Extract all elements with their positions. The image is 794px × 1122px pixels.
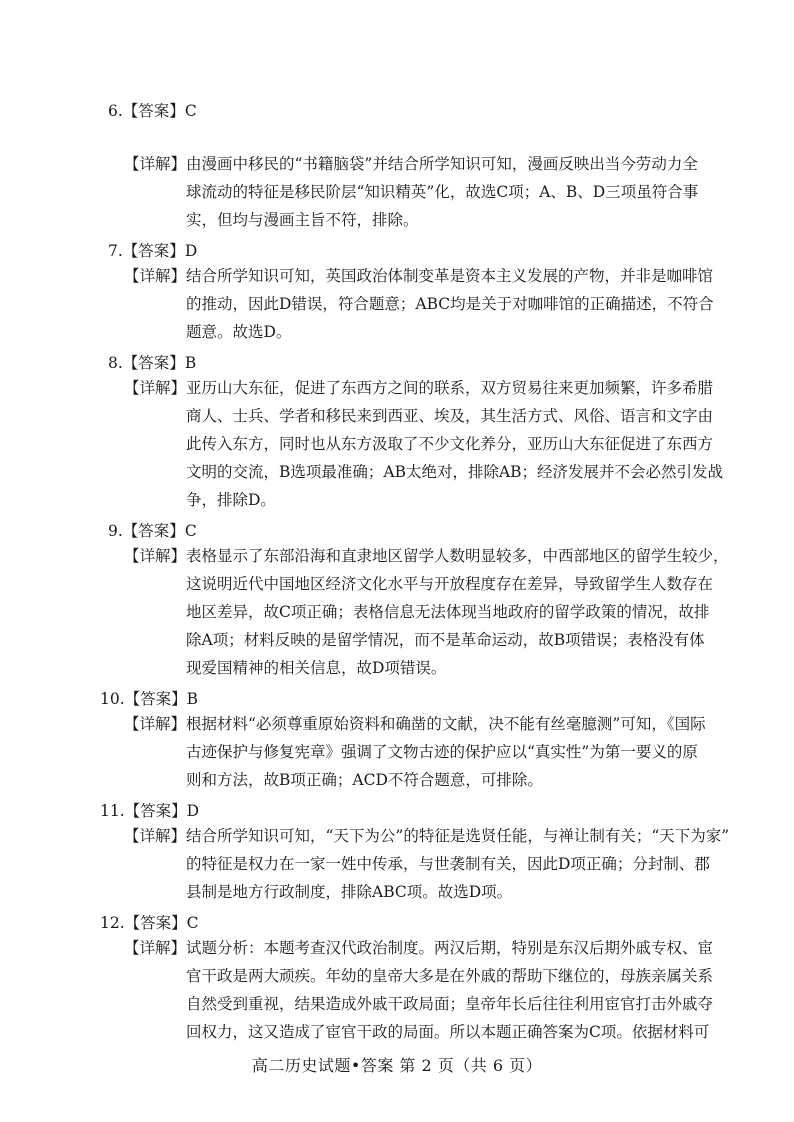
question-number: 7. <box>108 242 123 260</box>
detail-line: 由漫画中移民的“书籍脑袋”并结合所学知识可知，漫画反映出当今劳动力全 <box>186 155 698 173</box>
answer-tag: 【答案】 <box>122 354 185 372</box>
question-10-answer <box>100 685 198 713</box>
detail-line: 的推动，因此D错误，符合题意；ABC均是关于对咖啡馆的正确描述，不符合 <box>186 295 714 313</box>
detail-line: 表格显示了东部沿海和直隶地区留学人数明显较多，中西部地区的留学生较少， <box>186 547 729 565</box>
answer-tag: 【答案】 <box>124 802 187 820</box>
page-footer: 高二历史试题•答案 第 2 页（共 6 页） <box>251 1056 543 1075</box>
detail-line: 地区差异，故C项正确；表格信息无法体现当地政府的留学政策的情况，故排 <box>186 603 710 621</box>
detail-line: 争，排除D。 <box>186 491 276 509</box>
detail-line: 根据材料“必须尊重原始资料和确凿的文献，决不能有丝毫臆测”可知，《国际 <box>186 715 706 733</box>
answer-tag: 【答案】 <box>122 102 185 120</box>
question-number: 8. <box>108 354 123 372</box>
detail-line: 球流动的特征是移民阶层“知识精英”化，故选C项；A、B、D三项虽符合事 <box>186 183 699 201</box>
question-number: 11. <box>100 802 125 820</box>
detail-tag: 【详解】 <box>124 267 187 285</box>
detail-tag: 【详解】 <box>124 715 187 733</box>
question-number: 9. <box>108 522 123 540</box>
detail-line: 则和方法，故B项正确；ACD不符合题意，可排除。 <box>186 771 543 789</box>
question-11-answer <box>100 797 199 825</box>
detail-line: 县制是地方行政制度，排除ABC项。故选D项。 <box>186 883 513 901</box>
question-9-answer <box>108 517 197 545</box>
detail-line: 现爱国精神的相关信息，故D项错误。 <box>186 659 447 677</box>
answer-value: C <box>186 914 199 932</box>
answer-value: D <box>184 242 198 260</box>
detail-line: 回权力，这又造成了宦官干政的局面。所以本题正确答案为C项。依据材料可 <box>186 1023 710 1041</box>
detail-line: 商人、士兵、学者和移民来到西亚、埃及，其生活方式、风俗、语言和文字由 <box>186 407 714 425</box>
answer-tag: 【答案】 <box>124 690 187 708</box>
detail-line: 文明的交流，B选项最准确；AB太绝对，排除AB；经济发展并不会必然引发战 <box>186 463 724 481</box>
question-number: 10. <box>100 690 125 708</box>
question-8-answer <box>108 349 196 377</box>
detail-line: 结合所学知识可知，英国政治体制变革是资本主义发展的产物，并非是咖啡馆 <box>186 267 714 285</box>
question-12-answer <box>100 909 199 937</box>
detail-tag: 【详解】 <box>124 939 187 957</box>
detail-line: 亚历山大东征，促进了东西方之间的联系，双方贸易往来更加频繁，许多希腊 <box>186 379 714 397</box>
detail-line: 试题分析：本题考查汉代政治制度。两汉后期，特别是东汉后期外戚专权、宦 <box>186 939 714 957</box>
detail-line: 的特征是权力在一家一姓中传承，与世袭制有关，因此D项正确；分封制、郡 <box>186 855 710 873</box>
question-7-answer <box>108 237 197 265</box>
detail-tag: 【详解】 <box>124 547 187 565</box>
answer-tag: 【答案】 <box>124 914 187 932</box>
detail-line: 官干政是两大顽疾。年幼的皇帝大多是在外戚的帮助下继位的，母族亲属关系 <box>186 967 714 985</box>
answer-tag: 【答案】 <box>122 522 185 540</box>
detail-tag: 【详解】 <box>124 827 187 845</box>
detail-line: 此传入东方，同时也从东方汲取了不少文化养分，亚历山大东征促进了东西方 <box>186 435 714 453</box>
answer-value: D <box>186 802 200 820</box>
question-6-answer <box>108 97 197 125</box>
question-number: 12. <box>100 914 125 932</box>
detail-line: 题意。故选D。 <box>186 323 292 341</box>
answer-tag: 【答案】 <box>122 242 185 260</box>
answer-value: B <box>184 354 197 372</box>
detail-line: 这说明近代中国地区经济文化水平与开放程度存在差异，导致留学生人数存在 <box>186 575 714 593</box>
question-number: 6. <box>108 102 123 120</box>
answer-value: C <box>184 522 197 540</box>
answer-value: B <box>186 690 199 708</box>
detail-line: 实，但均与漫画主旨不符，排除。 <box>186 211 419 229</box>
detail-tag: 【详解】 <box>124 379 187 397</box>
detail-line: 除A项；材料反映的是留学情况，而不是革命运动，故B项错误；表格没有体 <box>186 631 705 649</box>
detail-line: 结合所学知识可知，“天下为公”的特征是选贤任能，与禅让制有关；“天下为家” <box>186 827 730 845</box>
detail-tag: 【详解】 <box>124 155 187 173</box>
answer-value: C <box>184 102 197 120</box>
detail-line: 自然受到重视，结果造成外戚干政局面；皇帝年长后往往利用宦官打击外戚夺 <box>186 995 714 1013</box>
detail-line: 古迹保护与修复宪章》强调了文物古迹的保护应以“真实性”为第一要义的原 <box>186 743 698 761</box>
